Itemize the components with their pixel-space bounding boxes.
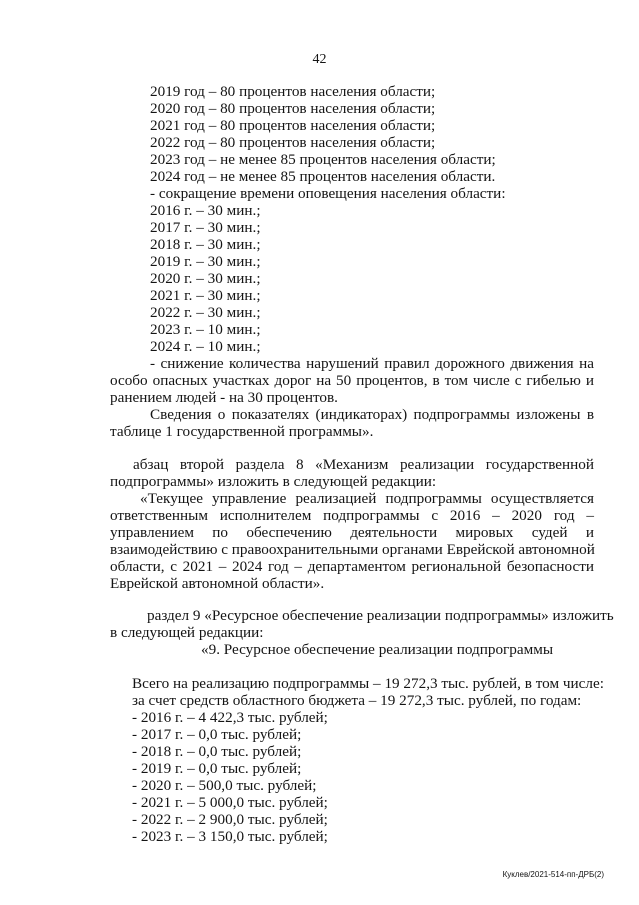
management-paragraph-line: Еврейской автономной области». [110,575,325,592]
indicator-line: 2016 г. – 30 мин.; [150,202,261,219]
violations-paragraph-line: - снижение количества нарушений правил дорожного движения на [150,355,594,372]
management-paragraph-line: «Текущее управление реализацией подпрограммы осуществляется [140,490,594,507]
indicator-line: 2020 г. – 30 мин.; [150,270,261,287]
funding-year-line: - 2018 г. – 0,0 тыс. рублей; [132,743,302,760]
violations-paragraph-line: ранением людей - на 30 процентов. [110,389,338,406]
funding-total-line: Всего на реализацию подпрограммы – 19 272,3 тыс. рублей, в том числе: [132,675,604,692]
indicator-line: 2023 год – не менее 85 процентов населения области; [150,151,496,168]
section9-paragraph-line: раздел 9 «Ресурсное обеспечение реализации подпрограммы» изложить [147,607,614,624]
indicator-line: 2022 год – 80 процентов населения области; [150,134,436,151]
indicator-line: 2017 г. – 30 мин.; [150,219,261,236]
funding-year-line: - 2019 г. – 0,0 тыс. рублей; [132,760,302,777]
funding-budget-line: за счет средств областного бюджета – 19 272,3 тыс. рублей, по годам: [132,692,582,709]
section8-paragraph-line: абзац второй раздела 8 «Механизм реализации государственной [133,456,594,473]
funding-year-line: - 2021 г. – 5 000,0 тыс. рублей; [132,794,328,811]
funding-year-line: - 2023 г. – 3 150,0 тыс. рублей; [132,828,328,845]
section9-heading: «9. Ресурсное обеспечение реализации подпрограммы [201,641,554,658]
indicator-line: 2024 г. – 10 мин.; [150,338,261,355]
indicators-paragraph-line: таблице 1 государственной программы». [110,423,374,440]
indicator-line: 2018 г. – 30 мин.; [150,236,261,253]
indicator-line: 2021 г. – 30 мин.; [150,287,261,304]
indicator-line: 2019 год – 80 процентов населения области; [150,83,436,100]
indicator-line: - сокращение времени оповещения населения области: [150,185,506,202]
management-paragraph-line: управлением по обеспечению деятельности мировых судей и [110,524,594,541]
indicators-paragraph-line: Сведения о показателях (индикаторах) подпрограммы изложены в [150,406,594,423]
section8-paragraph-line: подпрограммы» изложить в следующей редакции: [110,473,437,490]
management-paragraph-line: области, с 2021 – 2024 год – департаментом региональной безопасности [110,558,594,575]
funding-year-line: - 2020 г. – 500,0 тыс. рублей; [132,777,317,794]
funding-year-line: - 2017 г. – 0,0 тыс. рублей; [132,726,302,743]
funding-year-line: - 2016 г. – 4 422,3 тыс. рублей; [132,709,328,726]
page-number: 42 [312,52,327,67]
management-paragraph-line: ответственным исполнителем подпрограммы с 2016 – 2020 год – [110,507,594,524]
section9-paragraph-line: в следующей редакции: [110,624,264,641]
indicator-line: 2022 г. – 30 мин.; [150,304,261,321]
indicator-line: 2019 г. – 30 мин.; [150,253,261,270]
footer-document-code: Куклев/2021-514-пп-ДРБ(2) [502,870,604,879]
indicator-line: 2021 год – 80 процентов населения области; [150,117,436,134]
indicator-line: 2023 г. – 10 мин.; [150,321,261,338]
indicator-line: 2024 год – не менее 85 процентов населения области. [150,168,496,185]
violations-paragraph-line: особо опасных участках дорог на 50 процентов, в том числе с гибелью и [110,372,594,389]
management-paragraph-line: взаимодействию с правоохранительными органами Еврейской автономной [110,541,595,558]
indicator-line: 2020 год – 80 процентов населения области; [150,100,436,117]
funding-year-line: - 2022 г. – 2 900,0 тыс. рублей; [132,811,328,828]
